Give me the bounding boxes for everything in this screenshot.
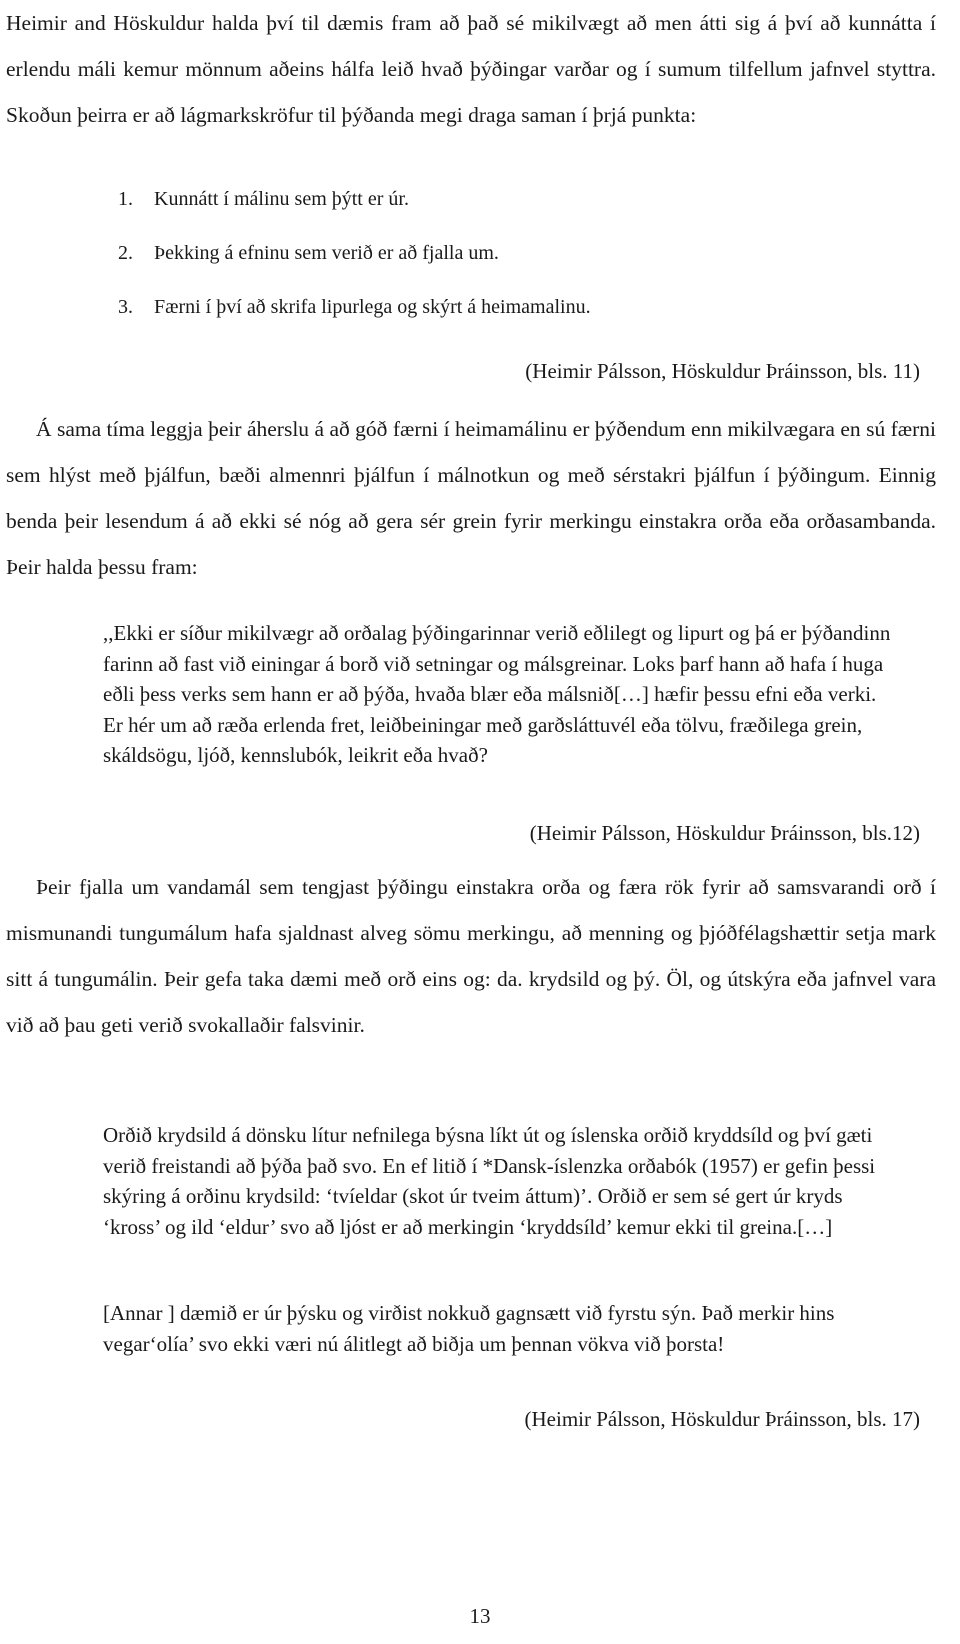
list-item-number: 1. <box>118 188 133 210</box>
list-item <box>118 172 591 226</box>
block-quote-2a: Orðið krydsild á dönsku lítur nefnilega býsna líkt út og íslenska orðið kryddsíld og því gæti verið freistandi að þýða það svo. En ef litið í *Dansk-íslenzka orðabók (1957) er gefin þessi skýring á orðinu krydsild: ‘tvíeldar (skot úr tveim áttum)’. Orðið er sem sé gert úr kryds ‘kross’ og ild ‘eldur’ svo að ljóst er að merkingin ‘kryddsíld’ kemur ekki til greina.[…] <box>103 1123 876 1239</box>
list-item-number: 2. <box>118 242 133 264</box>
block-quote-1: ,,Ekki er síður mikilvægr að orðalag þýðingarinnar verið eðlilegt og lipurt og þá er þýðandinn farinn að fast við einingar á borð við setningar og málsgreinar. Loks þarf hann að hafa í huga eðli þess verks sem hann er að þýða, hvaða blær eða málsnið[…] hæfir þessu efni eða verki. Er hér um að ræða erlenda fret, leiðbeiningar með garðsláttuvél eða tölvu, fræðilega grein, skáldsögu, ljóð, kennslubók, leikrit eða hvað? <box>103 621 891 767</box>
paragraph-false-friends: Þeir fjalla um vandamál sem tengjast þýðingu einstakra orða og færa rök fyrir að samsvarandi orð í mismunandi tungumálum hafa sjaldnast alveg sömu merkingu, að menning og þjóðfélagshættir setja mark sitt á tungumálin. Þeir gefa taka dæmi með orð eins og: da. krydsild og þý. Öl, og útskýra eða jafnvel vara við að þau geti verið svokallaðir falsvinir. <box>6 875 936 1037</box>
numbered-list <box>118 172 591 334</box>
list-item <box>118 226 591 280</box>
page-number: 13 <box>469 1604 491 1628</box>
citation-1: (Heimir Pálsson, Höskuldur Þráinsson, bls. 11) <box>525 359 920 383</box>
paragraph-intro: Heimir and Höskuldur halda því til dæmis fram að það sé mikilvægt að men átti sig á því að kunnátta í erlendu máli kemur mönnum aðeins hálfa leið hvað þýðingar varðar og í sumum tilfellum jafnvel styttra. Skoðun þeirra er að lágmarkskröfur til þýðanda megi draga saman í þrjá punkta: <box>6 11 936 127</box>
list-item-number: 3. <box>118 296 133 318</box>
list-item-text: Kunnátt í málinu sem þýtt er úr. <box>154 188 409 210</box>
list-item-text: Færni í því að skrifa lipurlega og skýrt á heimamalinu. <box>154 296 591 318</box>
list-item-text: Þekking á efninu sem verið er að fjalla um. <box>154 242 499 264</box>
citation-3: (Heimir Pálsson, Höskuldur Þráinsson, bls. 17) <box>524 1407 920 1431</box>
block-quote-2b: [Annar ] dæmið er úr þýsku og virðist nokkuð gagnsætt við fyrstu sýn. Það merkir hins vegar‘olía’ svo ekki væri nú álitlegt að biðja um þennan vökva við þorsta! <box>103 1301 835 1356</box>
paragraph-emphasis: Á sama tíma leggja þeir áherslu á að góð færni í heimamálinu er þýðendum enn mikilvægara en sú færni sem hlýst með þjálfun, bæði almennri þjálfun í málnotkun og með sérstakri þjálfun í þýðingum. Einnig benda þeir lesendum á að ekki sé nóg að gera sér grein fyrir merkingu einstakra orða eða orðasambanda. Þeir halda þessu fram: <box>6 417 936 579</box>
list-item <box>118 280 591 334</box>
citation-2: (Heimir Pálsson, Höskuldur Þráinsson, bls.12) <box>529 821 920 845</box>
